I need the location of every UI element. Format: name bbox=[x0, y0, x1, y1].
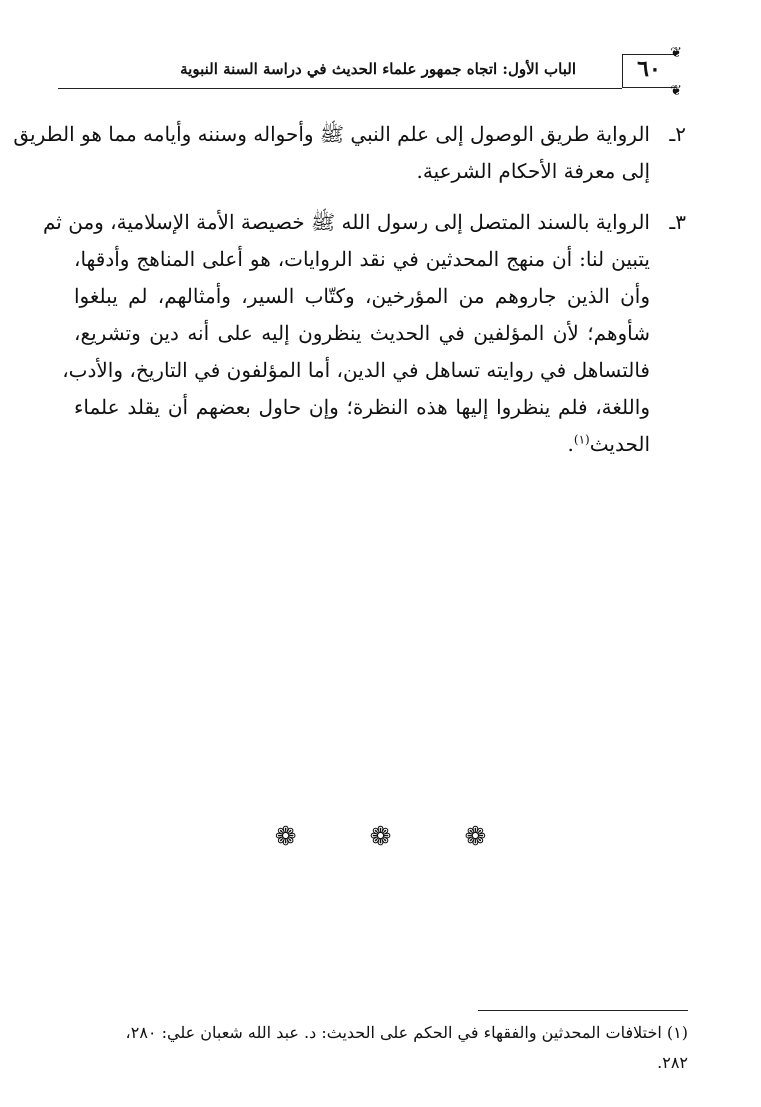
main-text bbox=[13, 116, 686, 463]
flower-ornament-icon: ❁ bbox=[464, 822, 487, 852]
text-line: الرواية بالسند المتصل إلى رسول الله ﷺ خصيصة الأمة الإسلامية، ومن ثم bbox=[42, 210, 650, 234]
text-line: وأن الذين جاروهم من المؤرخين، وكتّاب السير، وأمثالهم، لم يبلغوا bbox=[74, 284, 650, 308]
running-header bbox=[58, 44, 688, 99]
text-fragment: الحديث bbox=[589, 432, 650, 456]
period: . bbox=[567, 432, 574, 456]
text-line: إلى معرفة الأحكام الشرعية. bbox=[416, 159, 650, 183]
text-line: الرواية طريق الوصول إلى علم النبي ﷺ وأحواله وسننه وأيامه مما هو الطريق bbox=[13, 122, 650, 146]
footnote bbox=[74, 1018, 688, 1078]
item-number: ٢ـ bbox=[669, 122, 686, 146]
list-item bbox=[13, 116, 686, 190]
footnote-line: (١) اختلافات المحدثين والفقهاء في الحكم على الحديث: د. عبد الله شعبان علي: ٢٨٠، bbox=[125, 1023, 688, 1042]
flower-ornament-icon: ❁ bbox=[369, 822, 392, 852]
corner-ornament-icon: ❦ bbox=[670, 83, 682, 99]
footnote-rule bbox=[478, 1010, 688, 1011]
header-rule bbox=[58, 88, 622, 89]
page-number-frame bbox=[616, 45, 682, 99]
section-separator bbox=[0, 822, 761, 852]
footnote-reference[interactable]: (١) bbox=[573, 432, 590, 447]
text-line-final bbox=[74, 426, 650, 463]
text-line: فالتساهل في روايته تساهل في الدين، أما المؤلفون في التاريخ، والأدب، bbox=[62, 358, 650, 382]
text-line: يتبين لنا: أن منهج المحدثين في نقد الروايات، هو أعلى المناهج وأدقها، bbox=[74, 247, 650, 271]
flower-ornament-icon: ❁ bbox=[274, 822, 297, 852]
page-number: ٦٠ bbox=[637, 56, 661, 82]
footnote-line: ٢٨٢. bbox=[657, 1053, 688, 1072]
text-line: شأوهم؛ لأن المؤلفين في الحديث ينظرون إليه على أنه دين وتشريع، bbox=[74, 321, 650, 345]
chapter-title: الباب الأول: اتجاه جمهور علماء الحديث في دراسة السنة النبوية bbox=[180, 60, 576, 78]
list-item bbox=[42, 204, 686, 463]
text-line: واللغة، فلم ينظروا إليها هذه النظرة؛ وإن حاول بعضهم أن يقلد علماء bbox=[74, 395, 650, 419]
corner-ornament-icon: ❦ bbox=[670, 45, 682, 61]
item-number: ٣ـ bbox=[669, 210, 686, 234]
